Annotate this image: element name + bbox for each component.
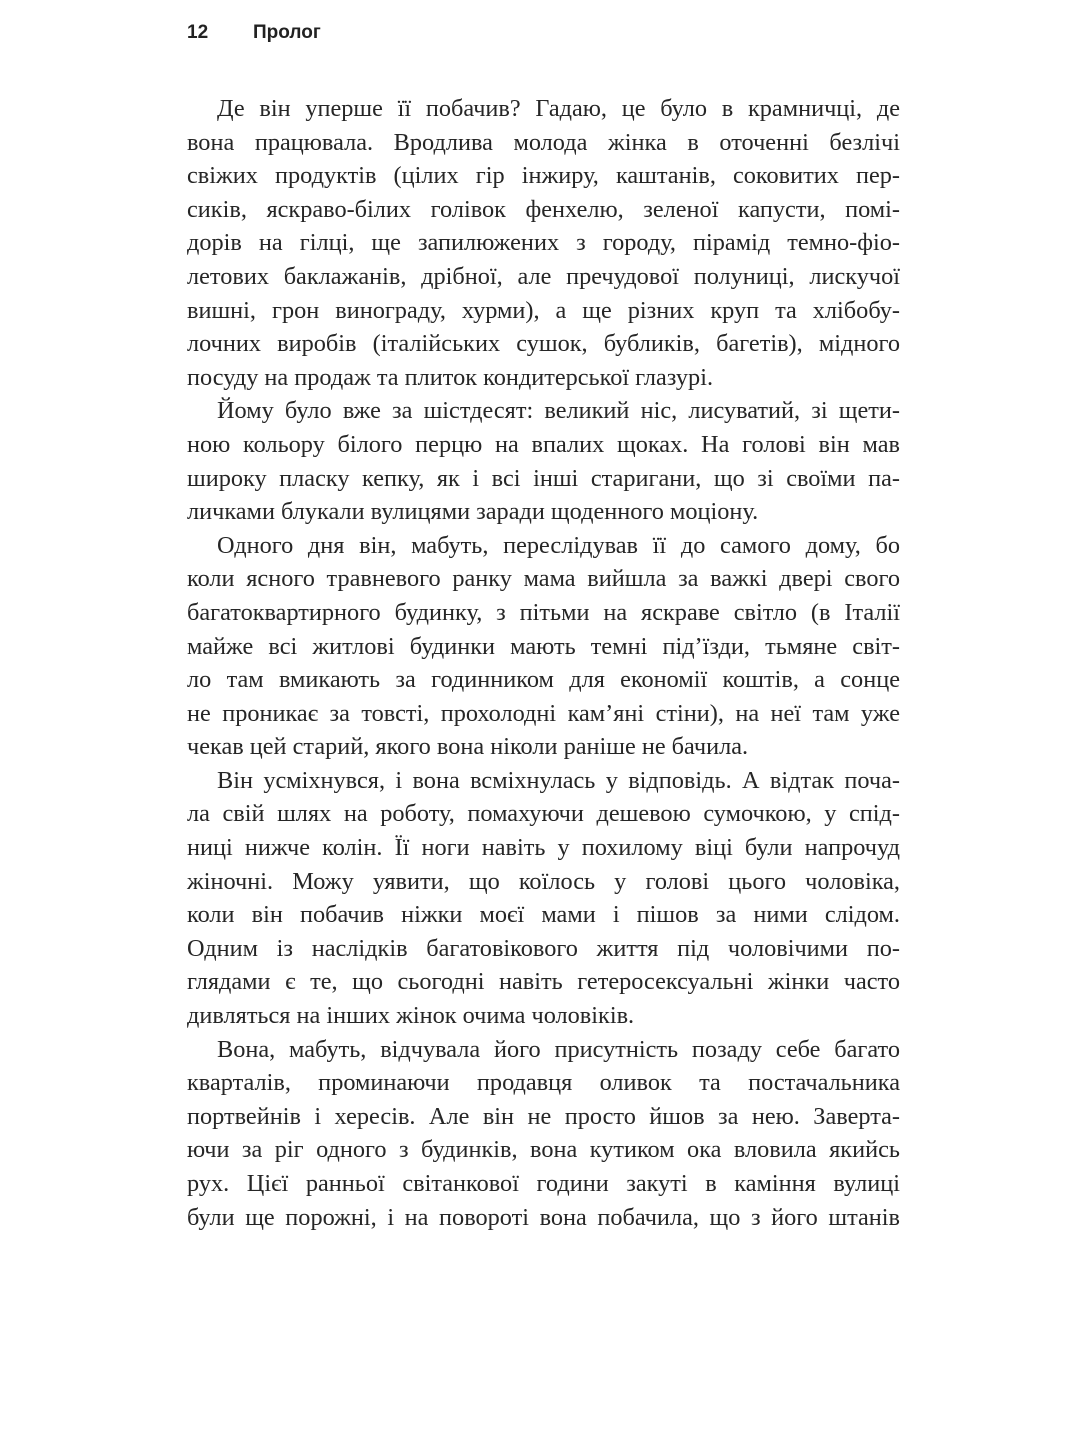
text-line: багатоквартирного будинку, з пітьми на яскраве світло (в Італії bbox=[187, 598, 900, 626]
text-line: свіжих продуктів (цілих гір інжиру, каштанів, соковитих пер- bbox=[187, 162, 900, 190]
text-line: вишні, грон винограду, хурми), а ще різних круп та хлібобу- bbox=[187, 296, 900, 324]
text-line: жіночні. Можу уявити, що коїлось у голові цього чоловіка, bbox=[187, 867, 900, 895]
text-line: кварталів, проминаючи продавця оливок та постачальника bbox=[187, 1069, 900, 1097]
paragraph-2 bbox=[187, 394, 900, 528]
text-line: Він усміхнувся, і вона всміхнулась у відповідь. А відтак поча- bbox=[217, 766, 900, 794]
text-line: широку пласку кепку, як і всі інші старигани, що зі своїми па- bbox=[187, 464, 900, 492]
page-number: 12 bbox=[187, 22, 209, 43]
text-line: Одного дня він, мабуть, переслідував її до самого дому, бо bbox=[217, 531, 900, 559]
text-line: глядами є те, що сьогодні навіть гетеросексуальні жінки часто bbox=[187, 968, 900, 996]
text-line: ло там вмикають за годинником для економії коштів, а сонце bbox=[187, 666, 900, 694]
paragraph-4 bbox=[187, 764, 900, 1033]
text-line: личками блукали вулицями заради щоденного моціону. bbox=[187, 498, 759, 526]
paragraph-3 bbox=[187, 529, 900, 764]
text-line: сиків, яскраво-білих голівок фенхелю, зеленої капусти, помі- bbox=[187, 195, 900, 223]
paragraph-1 bbox=[187, 92, 900, 394]
text-line: лочних виробів (італійських сушок, бубликів, багетів), мідного bbox=[187, 330, 900, 358]
section-title: Пролог bbox=[253, 22, 321, 43]
text-line: ниці нижче колін. Її ноги навіть у похилому віці були напрочуд bbox=[187, 834, 900, 862]
text-line: Йому було вже за шістдесят: великий ніс, лисуватий, зі щети- bbox=[217, 397, 900, 425]
text-line: Одним із наслідків багатовікового життя під чоловічими по- bbox=[187, 934, 900, 962]
paragraph-5 bbox=[187, 1033, 900, 1235]
text-line: були ще порожні, і на повороті вона побачила, що з його штанів bbox=[187, 1203, 900, 1231]
text-line: летових баклажанів, дрібної, але пречудової полуниці, лискучої bbox=[187, 262, 900, 290]
text-line: коли він побачив ніжки моєї мами і пішов за ними слідом. bbox=[187, 901, 900, 929]
text-line: ючи за ріг одного з будинків, вона кутиком ока вловила якийсь bbox=[187, 1136, 900, 1164]
text-line: Вона, мабуть, відчувала його присутність позаду себе багато bbox=[217, 1035, 900, 1063]
text-line: портвейнів і хересів. Але він не просто йшов за нею. Заверта- bbox=[187, 1102, 900, 1130]
text-line: не проникає за товсті, прохолодні кам’яні стіни), на неї там уже bbox=[187, 699, 900, 727]
text-line: дивляться на інших жінок очима чоловіків. bbox=[187, 1002, 635, 1030]
text-line: ною кольору білого перцю на впалих щоках. На голові він мав bbox=[187, 430, 900, 458]
text-line: рух. Цієї ранньої світанкової години закуті в каміння вулиці bbox=[187, 1170, 900, 1197]
text-line: ла свій шлях на роботу, помахуючи дешевою сумочкою, у спід- bbox=[187, 800, 900, 828]
text-line: коли ясного травневого ранку мама вийшла за важкі двері свого bbox=[187, 565, 900, 593]
text-line: майже всі житлові будинки мають темні під’їзди, тьмяне світ- bbox=[187, 632, 900, 660]
text-line: дорів на гілці, ще запилюжених з городу, пірамід темно-фіо- bbox=[187, 229, 900, 257]
text-line: вона працювала. Вродлива молода жінка в оточенні безлічі bbox=[187, 128, 900, 156]
text-line: посуду на продаж та плиток кондитерської глазурі. bbox=[187, 363, 714, 391]
text-line: чекав цей старий, якого вона ніколи раніше не бачила. bbox=[187, 733, 749, 761]
text-line: Де він уперше її побачив? Гадаю, це було в крамничці, де bbox=[217, 95, 900, 122]
body-text bbox=[187, 92, 900, 1234]
running-head bbox=[187, 22, 321, 54]
